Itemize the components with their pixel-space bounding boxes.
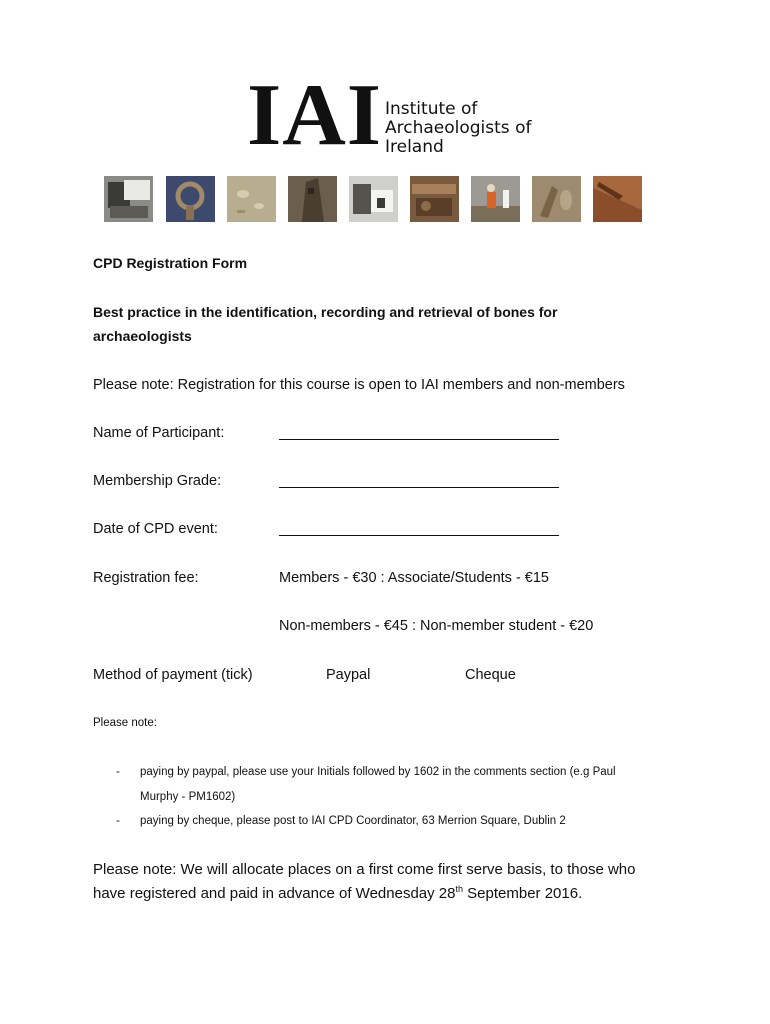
registration-fee-label: Registration fee: (93, 570, 199, 586)
please-note-heading: Please note: (93, 717, 157, 729)
logo-line-2: Archaeologists of (385, 118, 532, 138)
photo-7 (471, 176, 520, 222)
form-title: CPD Registration Form (93, 255, 248, 271)
cpd-date-label: Date of CPD event: (93, 521, 218, 537)
participant-label: Name of Participant: (93, 425, 225, 441)
photo-8 (532, 176, 581, 222)
cheque-instruction: paying by cheque, please post to IAI CPD Coordinator, 63 Merrion Square, Dublin 2 (140, 815, 566, 827)
participant-line[interactable] (279, 439, 559, 440)
closing-text-b: September 2016. (463, 885, 583, 902)
photo-4 (288, 176, 337, 222)
paypal-instruction-line-1: paying by paypal, please use your Initials followed by 1602 in the comments section (e.g Paul (140, 766, 616, 778)
course-title-line-1: Best practice in the identification, recording and retrieval of bones for (93, 304, 558, 320)
closing-note-line-1: Please note: We will allocate places on a first come first serve basis, to those who (93, 861, 636, 878)
membership-grade-line[interactable] (279, 487, 559, 488)
payment-option-cheque[interactable]: Cheque (465, 667, 516, 683)
open-registration-note: Please note: Registration for this course is open to IAI members and non-members (93, 377, 625, 393)
photo-9 (593, 176, 642, 222)
closing-superscript: th (455, 884, 463, 894)
photo-strip (104, 176, 640, 222)
payment-method-label: Method of payment (tick) (93, 667, 253, 683)
fee-nonmembers: Non-members - €45 : Non-member student - €20 (279, 618, 594, 634)
bullet-dash-2: - (116, 815, 120, 827)
iai-logo-text (385, 100, 531, 157)
iai-logo-mark: IAI (247, 67, 383, 164)
photo-2 (166, 176, 215, 222)
course-title-line-2: archaeologists (93, 328, 192, 344)
logo-line-3: Ireland (385, 137, 444, 157)
fee-members: Members - €30 : Associate/Students - €15 (279, 570, 549, 586)
closing-note-line-2 (93, 885, 582, 902)
closing-text-a: have registered and paid in advance of Wednesday 28 (93, 885, 456, 902)
photo-5 (349, 176, 398, 222)
photo-3 (227, 176, 276, 222)
photo-6 (410, 176, 459, 222)
payment-option-paypal[interactable]: Paypal (326, 667, 371, 683)
cpd-date-line[interactable] (279, 535, 559, 536)
paypal-instruction-line-2: Murphy - PM1602) (140, 791, 236, 803)
logo-line-1: Institute of (385, 99, 478, 119)
photo-1 (104, 176, 153, 222)
membership-grade-label: Membership Grade: (93, 473, 222, 489)
bullet-dash-1: - (116, 766, 120, 778)
